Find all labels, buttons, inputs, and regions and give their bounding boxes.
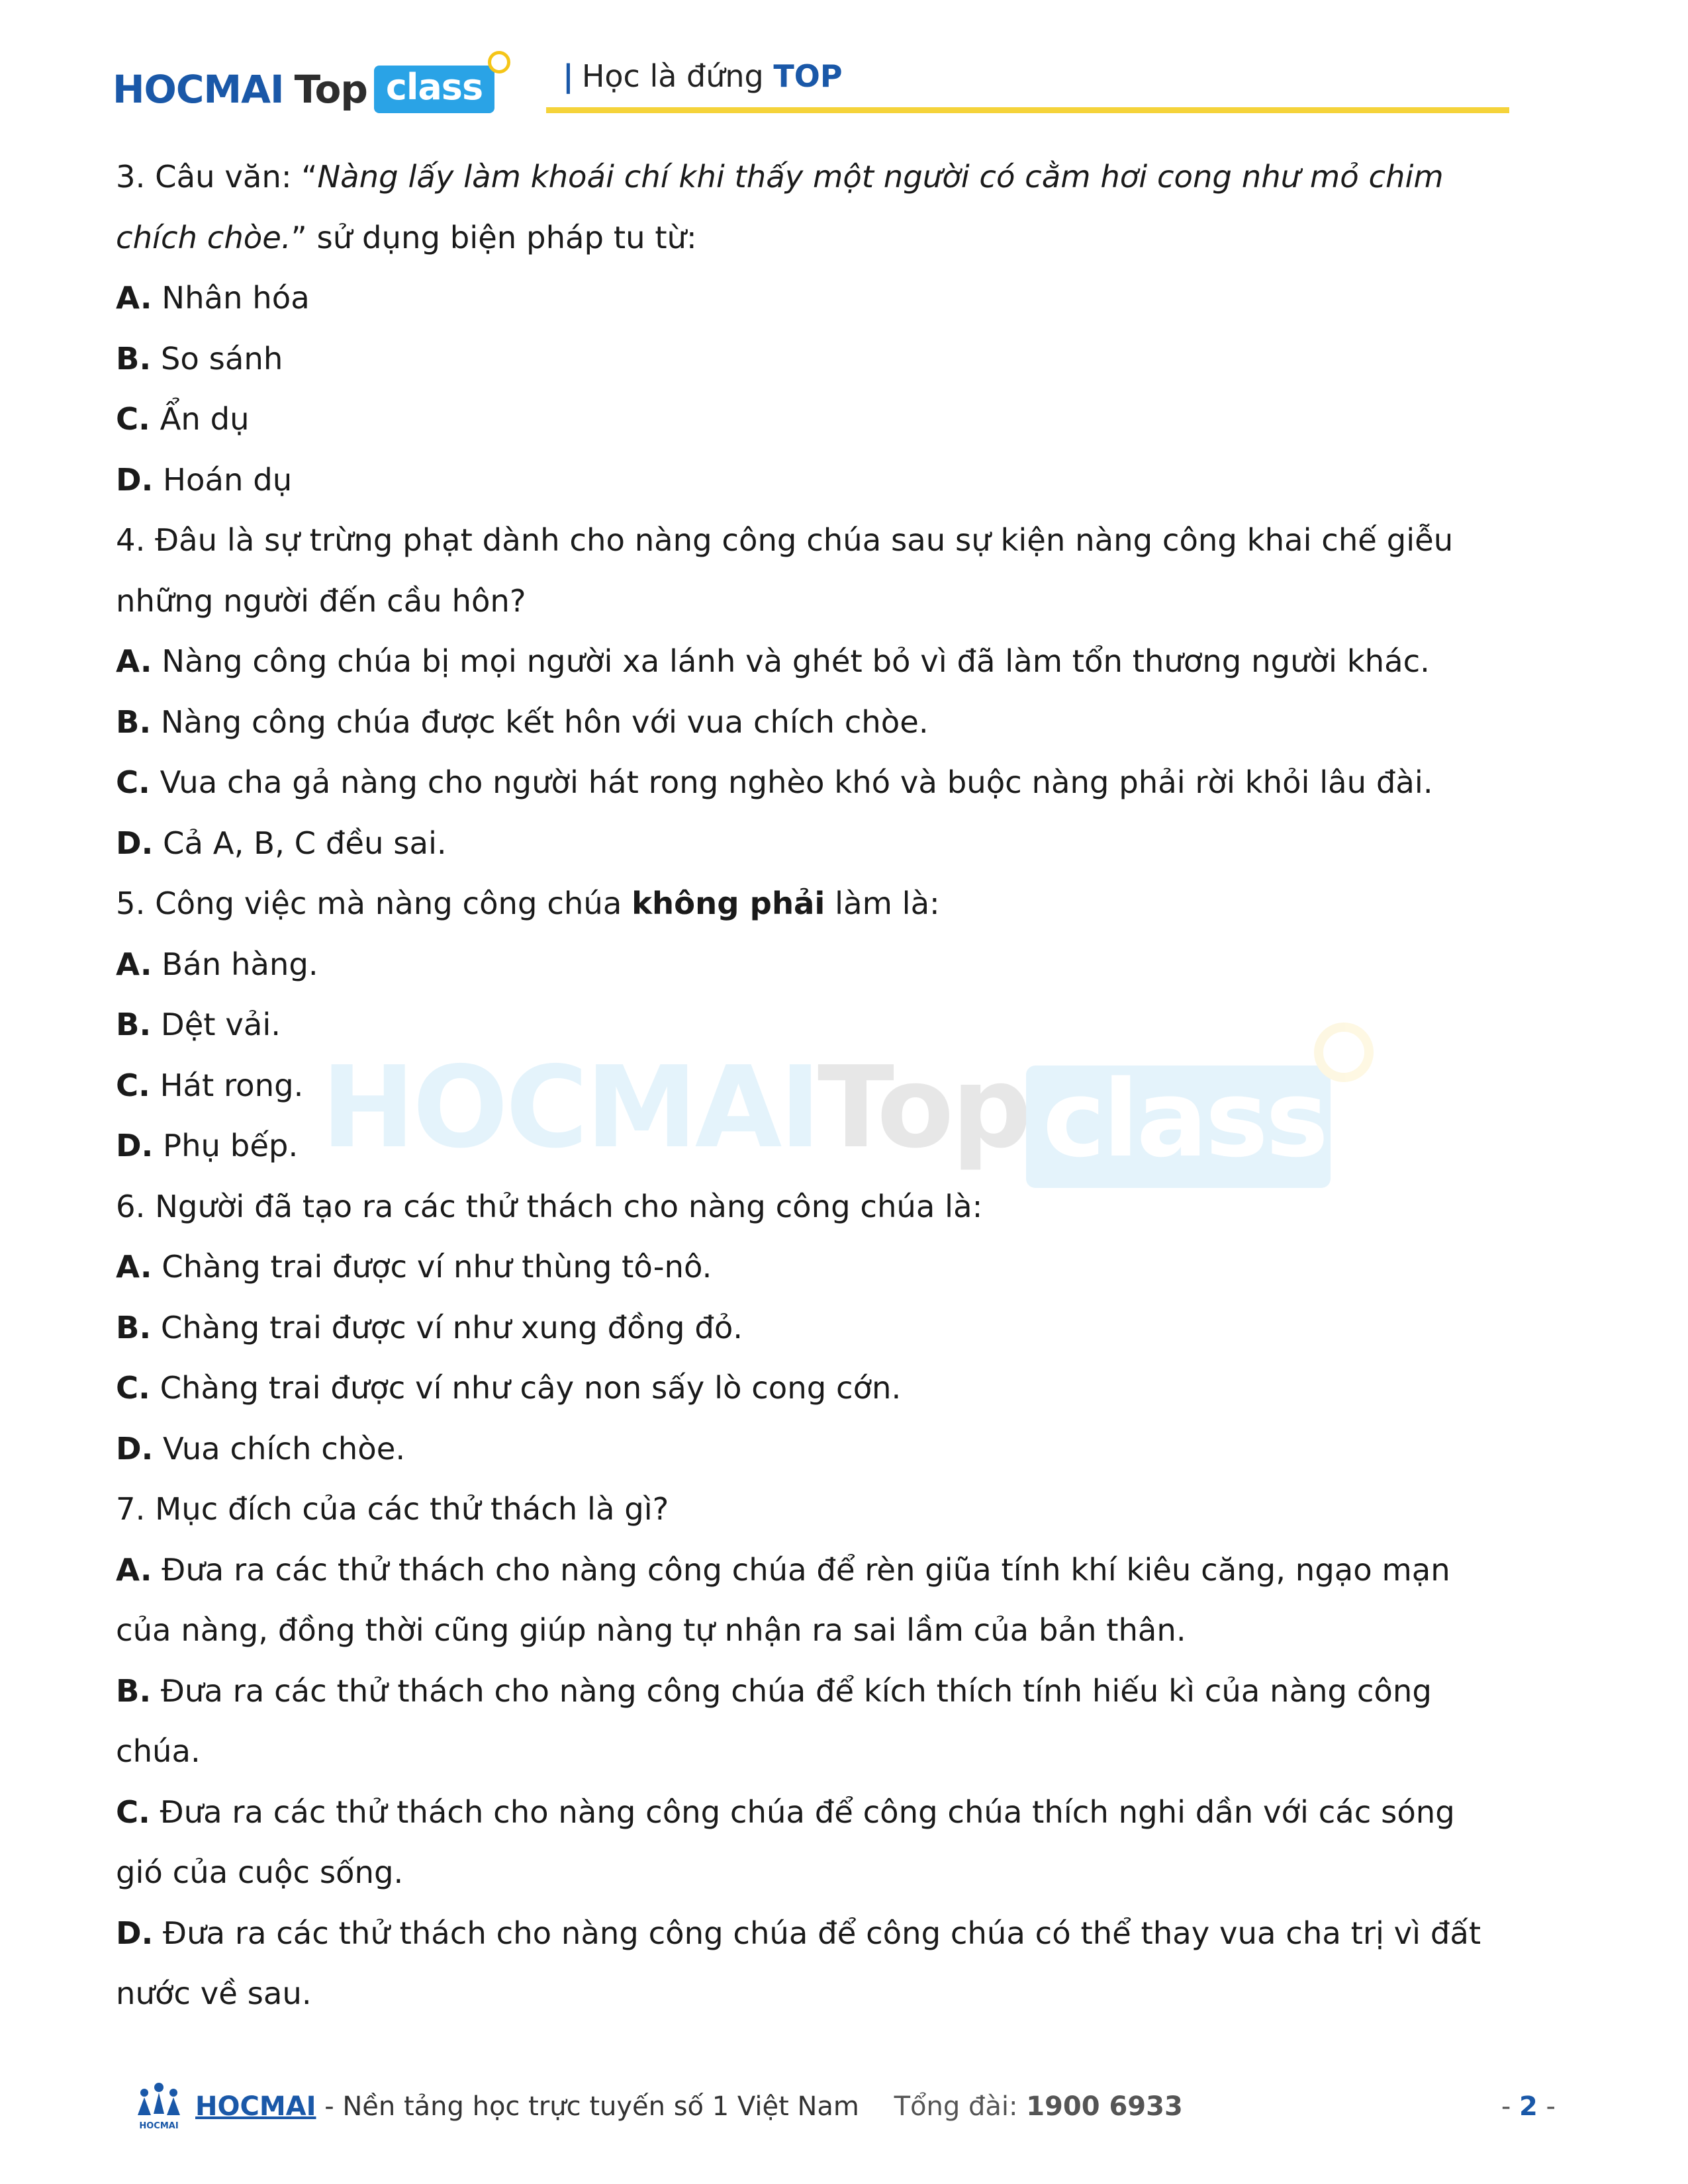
page-number bbox=[1501, 2091, 1556, 2122]
option-a bbox=[116, 631, 1572, 692]
option-text: Bán hàng. bbox=[162, 946, 318, 982]
page-number-value: 2 bbox=[1519, 2091, 1538, 2122]
option-letter: A. bbox=[116, 280, 152, 316]
header-tagline bbox=[563, 58, 843, 94]
watermark-top: Top bbox=[818, 1042, 1029, 1173]
question-number-prefix: 3. Câu văn: “ bbox=[116, 159, 318, 195]
tagline-text: Học là đứng bbox=[581, 58, 764, 94]
option-text: Chàng trai được ví như cây non sấy lò cong cớn. bbox=[160, 1370, 902, 1406]
option-letter: B. bbox=[116, 704, 152, 740]
option-a bbox=[116, 934, 1572, 995]
option-text: Cả A, B, C đều sai. bbox=[163, 825, 447, 861]
option-a bbox=[116, 268, 1572, 329]
watermark-class: class bbox=[1043, 1057, 1327, 1181]
option-letter: A. bbox=[116, 643, 152, 679]
option-text: Nàng công chúa được kết hôn với vua chích chòe. bbox=[160, 704, 929, 740]
question-text bbox=[116, 147, 1572, 208]
option-b bbox=[116, 329, 1572, 390]
option-letter: A. bbox=[116, 1249, 152, 1285]
option-text: Đưa ra các thử thách cho nàng công chúa để rèn giũa tính khí kiêu căng, ngạo mạn bbox=[162, 1551, 1450, 1588]
option-letter: D. bbox=[116, 461, 154, 498]
question-suffix: làm là: bbox=[835, 886, 940, 921]
option-text: So sánh bbox=[160, 340, 283, 377]
footer-brand-link[interactable]: HOCMAI bbox=[195, 2091, 316, 2122]
logo-class-text: class bbox=[385, 66, 483, 108]
page-number-prefix: - bbox=[1501, 2091, 1519, 2122]
option-d bbox=[116, 1419, 1572, 1480]
page-footer bbox=[132, 2078, 1556, 2138]
option-c bbox=[116, 389, 1572, 450]
option-text: Hát rong. bbox=[160, 1067, 304, 1103]
option-text: Phụ bếp. bbox=[163, 1128, 299, 1163]
footer-text bbox=[195, 2091, 1183, 2122]
question-7 bbox=[116, 1479, 1572, 2025]
option-d bbox=[116, 450, 1572, 511]
option-text: Vua chích chòe. bbox=[163, 1430, 406, 1467]
page-header bbox=[113, 46, 1509, 119]
option-letter: B. bbox=[116, 1309, 152, 1345]
option-letter: C. bbox=[116, 1794, 150, 1830]
question-list bbox=[116, 147, 1572, 2025]
question-text: 4. Đâu là sự trừng phạt dành cho nàng công chúa sau sự kiện nàng công khai chế giễu bbox=[116, 522, 1454, 558]
option-text: Nhân hóa bbox=[162, 280, 310, 316]
logo-star-icon bbox=[488, 51, 510, 73]
watermark-hocmai: HOCMAI bbox=[321, 1042, 819, 1173]
logo-hocmai-text: HOCMAI bbox=[113, 67, 284, 112]
question-suffix: ” sử dụng biện pháp tu từ: bbox=[291, 219, 697, 255]
hocmai-topclass-logo bbox=[113, 60, 494, 119]
option-text: Ẩn dụ bbox=[160, 401, 250, 437]
option-text: Chàng trai được ví như thùng tô-nô. bbox=[162, 1249, 712, 1285]
question-text: 7. Mục đích của các thử thách là gì? bbox=[116, 1491, 669, 1527]
option-text: Nàng công chúa bị mọi người xa lánh và ghét bỏ vì đã làm tổn thương người khác. bbox=[162, 643, 1430, 679]
tagline-bar-icon: | bbox=[563, 58, 574, 94]
option-letter: D. bbox=[116, 1128, 154, 1163]
question-3 bbox=[116, 147, 1572, 510]
question-quote: chích chòe. bbox=[116, 219, 291, 255]
option-letter: B. bbox=[116, 340, 152, 377]
option-d bbox=[116, 1903, 1572, 1964]
option-a bbox=[116, 1237, 1572, 1298]
option-text: Đưa ra các thử thách cho nàng công chúa để công chúa thích nghi dần với các sóng bbox=[160, 1794, 1455, 1830]
logo-top-text: Top bbox=[294, 67, 367, 112]
option-c bbox=[116, 1056, 1572, 1116]
page-number-suffix: - bbox=[1537, 2091, 1556, 2122]
option-b bbox=[116, 1298, 1572, 1359]
question-emphasis: không phải bbox=[632, 886, 825, 921]
question-quote: Nàng lấy làm khoái chí khi thấy một người có cằm hơi cong như mỏ chim bbox=[317, 159, 1444, 195]
option-text: Vua cha gả nàng cho người hát rong nghèo khó và buộc nàng phải rời khỏi lâu đài. bbox=[160, 764, 1433, 800]
option-text: Dệt vải. bbox=[160, 1007, 281, 1042]
option-c bbox=[116, 1358, 1572, 1419]
option-letter: B. bbox=[116, 1672, 152, 1709]
tagline-top: TOP bbox=[773, 58, 843, 94]
option-b bbox=[116, 692, 1572, 753]
option-letter: A. bbox=[116, 946, 152, 982]
option-d-continued: nước về sau. bbox=[116, 1976, 312, 2011]
option-text: Đưa ra các thử thách cho nàng công chúa để công chúa có thể thay vua cha trị vì đất bbox=[163, 1915, 1481, 1951]
option-text: Hoán dụ bbox=[163, 461, 293, 498]
option-d bbox=[116, 1116, 1572, 1177]
header-divider bbox=[546, 107, 1509, 113]
option-text: Đưa ra các thử thách cho nàng công chúa để kích thích tính hiếu kì của nàng công bbox=[160, 1672, 1432, 1709]
option-text: Chàng trai được ví như xung đồng đỏ. bbox=[160, 1309, 743, 1345]
question-text: những người đến cầu hôn? bbox=[116, 582, 526, 619]
option-a bbox=[116, 1540, 1572, 1601]
footer-phone-label: Tổng đài: bbox=[894, 2091, 1018, 2122]
option-letter: C. bbox=[116, 401, 150, 437]
option-b-continued: chúa. bbox=[116, 1733, 201, 1769]
question-prefix: 5. Công việc mà nàng công chúa bbox=[116, 886, 622, 921]
question-text bbox=[116, 874, 1572, 934]
option-letter: C. bbox=[116, 764, 150, 800]
option-a-continued: của nàng, đồng thời cũng giúp nàng tự nhận ra sai lầm của bản thân. bbox=[116, 1612, 1186, 1648]
question-text bbox=[116, 208, 1572, 269]
option-letter: D. bbox=[116, 825, 154, 861]
option-letter: B. bbox=[116, 1007, 152, 1042]
question-4 bbox=[116, 510, 1572, 874]
option-letter: C. bbox=[116, 1370, 150, 1406]
option-letter: D. bbox=[116, 1915, 154, 1951]
question-6 bbox=[116, 1177, 1572, 1480]
hocmai-people-icon bbox=[132, 2081, 185, 2131]
option-b bbox=[116, 1661, 1572, 1722]
option-letter: A. bbox=[116, 1551, 152, 1588]
question-5 bbox=[116, 874, 1572, 1177]
footer-icon-label: HOCMAI bbox=[139, 2121, 179, 2131]
question-text: 6. Người đã tạo ra các thử thách cho nàng công chúa là: bbox=[116, 1188, 983, 1224]
option-d bbox=[116, 813, 1572, 874]
option-c-continued: gió của cuộc sống. bbox=[116, 1854, 404, 1890]
option-letter: C. bbox=[116, 1067, 150, 1103]
option-b bbox=[116, 995, 1572, 1056]
option-letter: D. bbox=[116, 1430, 154, 1467]
footer-phone: 1900 6933 bbox=[1026, 2091, 1183, 2122]
footer-slogan: - Nền tảng học trực tuyến số 1 Việt Nam bbox=[316, 2091, 859, 2122]
option-c bbox=[116, 752, 1572, 813]
logo-class-badge bbox=[374, 66, 494, 113]
option-c bbox=[116, 1782, 1572, 1843]
